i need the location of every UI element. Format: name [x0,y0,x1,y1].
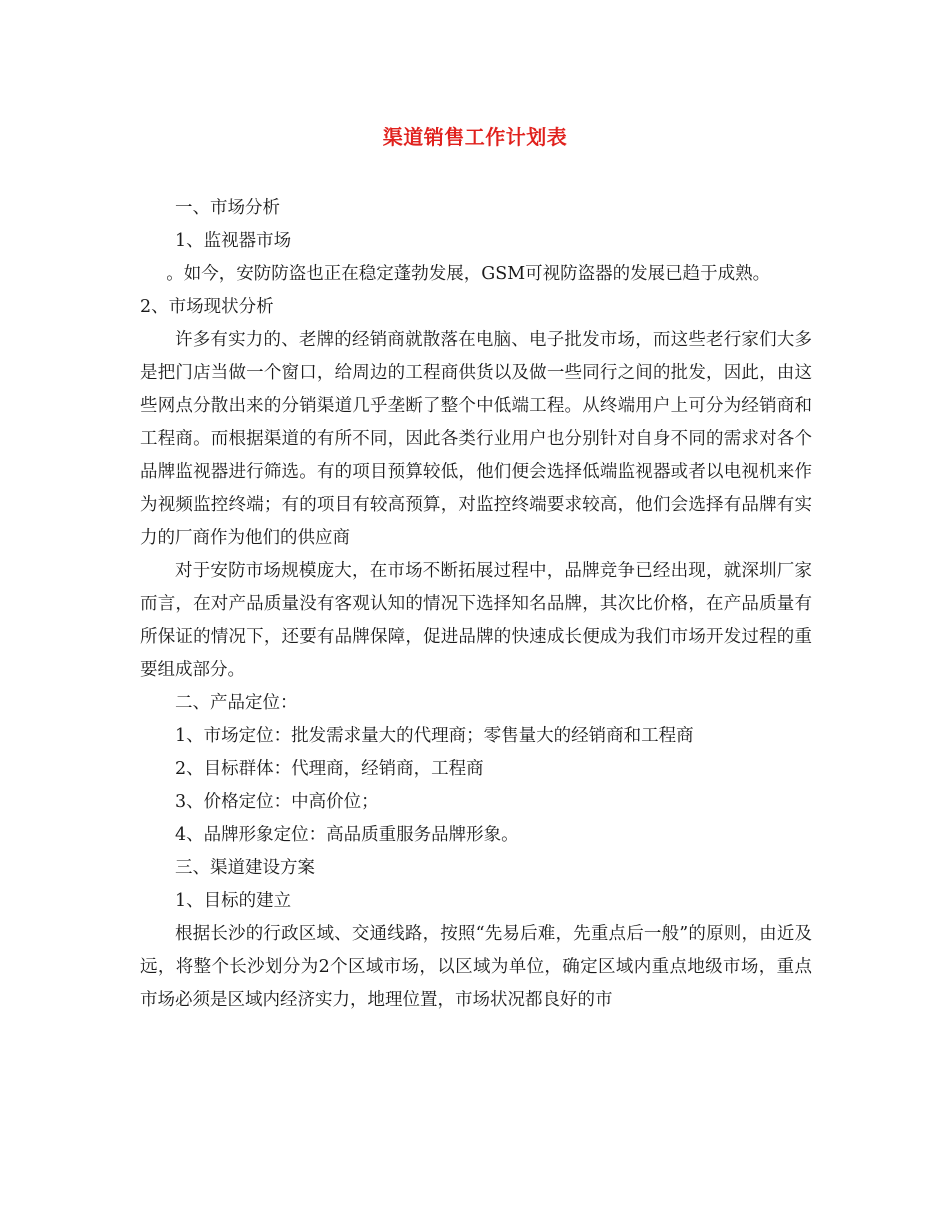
body-line: 2、市场现状分析 [140,297,274,317]
body-line: 三、渠道建设方案 [175,858,315,878]
document-body [140,192,812,1017]
body-line: 一、市场分析 [175,198,280,218]
body-line: 2、目标群体：代理商，经销商，工程商 [175,759,484,779]
document-title: 渠道销售工作计划表 [382,125,568,149]
body-line: 3、价格定位：中高价位； [175,792,379,812]
body-paragraph: 许多有实力的、老牌的经销商就散落在电脑、电子批发市场，而这些老行家们大多是把门店当做一个窗口，给周边的工程商供货以及做一些同行之间的批发，因此，由这些网点分散出来的分销渠道几乎垄断了整个中低端工程。从终端用户上可分为经销商和工程商。而根据渠道的有所不同，因此各类行业用户也分别针对自身不同的需求对各个品牌监视器进行筛选。有的项目预算较低，他们便会选择低端监视器或者以电视机来作为视频监控终端；有的项目有较高预算，对监控终端要求较高，他们会选择有品牌有实力的厂商作为他们的供应商 [140,330,812,548]
body-line: 1、目标的建立 [175,891,292,911]
body-line: 1、市场定位：批发需求量大的代理商；零售量大的经销商和工程商 [175,726,694,746]
body-line: 1、监视器市场 [175,231,292,251]
body-paragraph: 根据长沙的行政区域、交通线路，按照“先易后难，先重点后一般”的原则，由近及远，将整个长沙划分为2个区域市场，以区域为单位，确定区域内重点地级市场，重点市场必须是区域内经济实力，地理位置，市场状况都良好的市 [140,924,812,1010]
body-paragraph: 对于安防市场规模庞大，在市场不断拓展过程中，品牌竞争已经出现，就深圳厂家而言，在对产品质量没有客观认知的情况下选择知名品牌，其次比价格，在产品质量有所保证的情况下，还要有品牌保障，促进品牌的快速成长便成为我们市场开发过程的重要组成部分。 [140,561,812,680]
body-line: 二、产品定位： [175,693,298,713]
body-line: 。如今，安防防盗也正在稳定蓬勃发展，GSM可视防盗器的发展已趋于成熟。 [166,264,771,284]
body-line: 4、品牌形象定位：高品质重服务品牌形象。 [175,825,519,845]
